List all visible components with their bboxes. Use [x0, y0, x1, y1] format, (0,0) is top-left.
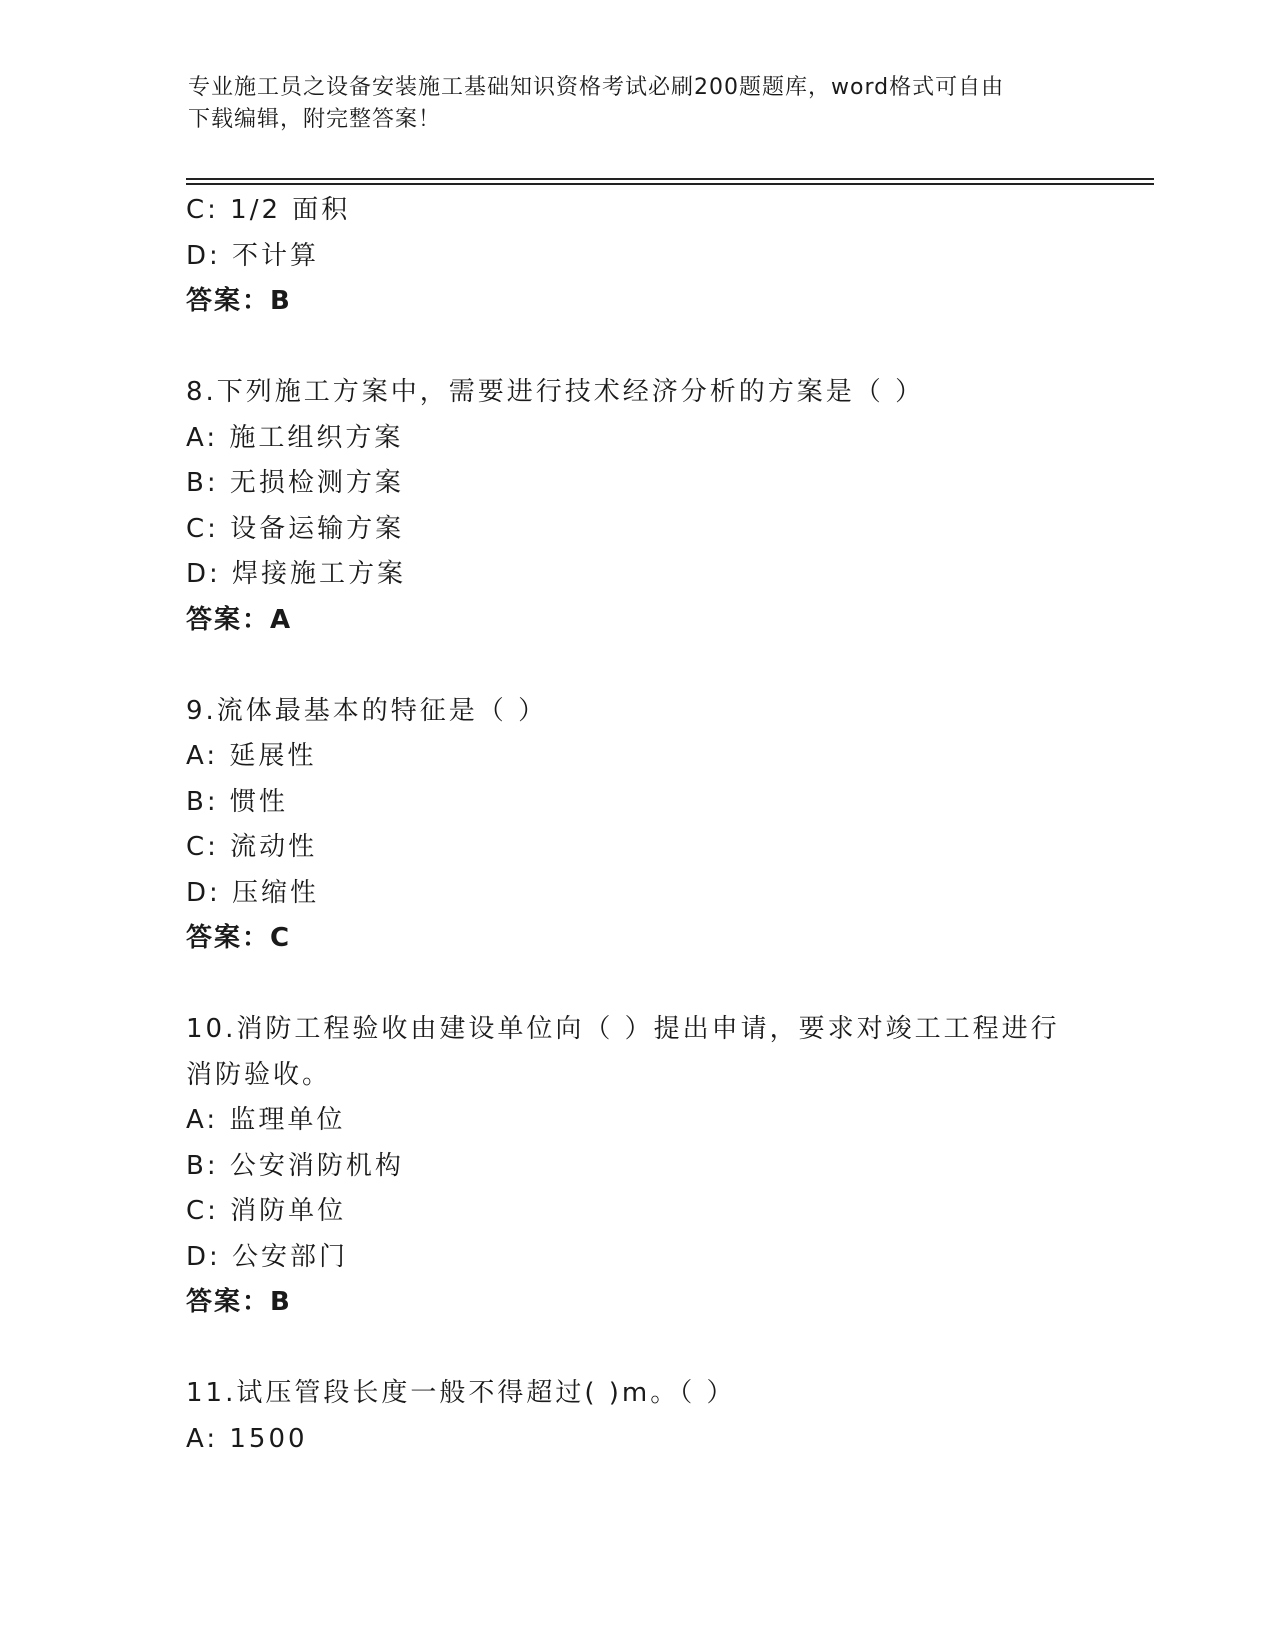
question-10-stem-line-1: 10.消防工程验收由建设单位向（ ）提出申请，要求对竣工工程进行: [186, 1014, 1060, 1044]
spacer: [186, 325, 1086, 371]
option-c: C: 1/2 面积: [186, 195, 351, 225]
question-11-stem: 11.试压管段长度一般不得超过( )m。（ ）: [186, 1378, 736, 1408]
question-9-answer: 答案：C: [186, 923, 292, 953]
question-8-option-d: D: 焊接施工方案: [186, 559, 407, 589]
question-10-option-a: A: 监理单位: [186, 1105, 346, 1135]
question-8-option-b: B: 无损检测方案: [186, 468, 404, 498]
spacer: [186, 643, 1086, 689]
question-11-option-a: A: 1500: [186, 1423, 308, 1454]
question-content: [186, 188, 1086, 1462]
option-d: D: 不计算: [186, 240, 320, 271]
question-10-option-c: C: 消防单位: [186, 1196, 347, 1226]
question-10-stem-line-2: 消防验收。: [186, 1059, 332, 1090]
question-10-option-d: D: 公安部门: [186, 1241, 349, 1272]
question-10-option-b: B: 公安消防机构: [186, 1150, 404, 1181]
question-8-option-c: C: 设备运输方案: [186, 513, 405, 544]
question-9-option-b: B: 惯性: [186, 786, 288, 817]
document-header: [188, 72, 1068, 136]
question-9-option-c: C: 流动性: [186, 832, 318, 862]
question-8-stem: 8.下列施工方案中，需要进行技术经济分析的方案是（ ）: [186, 377, 925, 407]
answer-line: 答案：B: [186, 286, 292, 316]
header-divider-top: [186, 178, 1154, 180]
question-8-option-a: A: 施工组织方案: [186, 422, 404, 453]
question-10-answer: 答案：B: [186, 1287, 292, 1317]
question-9-option-a: A: 延展性: [186, 741, 317, 771]
header-line-2: 下载编辑，附完整答案！: [188, 107, 442, 132]
header-line-1: 专业施工员之设备安装施工基础知识资格考试必刷200题题库，word格式可自由: [188, 75, 1005, 100]
header-divider-bottom: [186, 183, 1154, 185]
spacer: [186, 962, 1086, 1008]
question-8-answer: 答案：A: [186, 604, 293, 635]
spacer: [186, 1326, 1086, 1372]
question-9-option-d: D: 压缩性: [186, 877, 320, 908]
question-9-stem: 9.流体最基本的特征是（ ）: [186, 695, 548, 726]
